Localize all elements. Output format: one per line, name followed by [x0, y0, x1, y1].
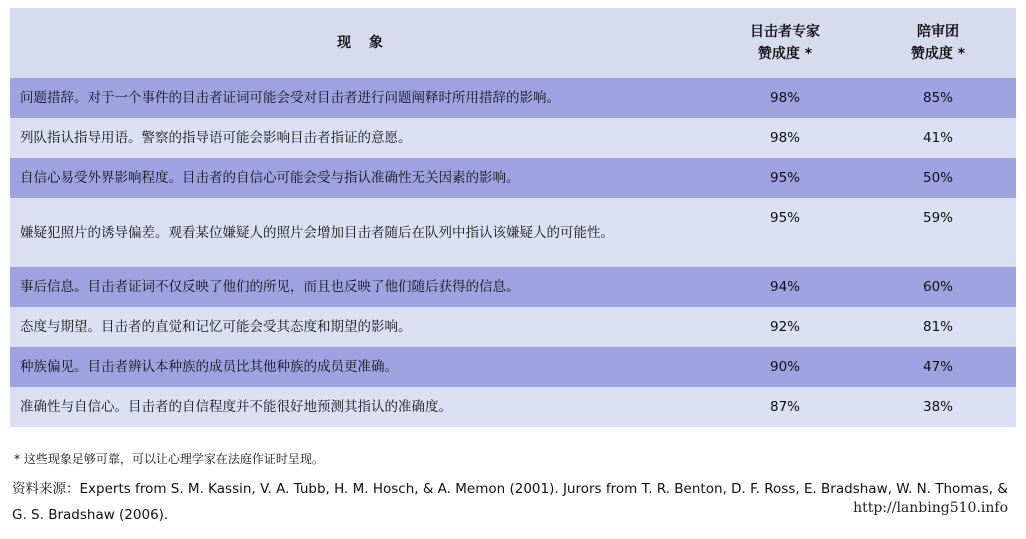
row-phenomenon	[10, 198, 710, 267]
phenomena-table-container	[10, 8, 1016, 427]
source-text: Experts from S. M. Kassin, V. A. Tubb, H. M. Hosch, & A. Memon (2001). Jurors from T. R. Benton, D. F. Ross, E. Bradshaw, W. N. Thomas, & G. S. Bradshaw (2006).	[12, 481, 1008, 523]
row-desc: 目击者的自信程度并不能很好地预测其指认的准确度。	[128, 399, 452, 415]
row-jurors-value: 38%	[860, 387, 1016, 427]
header-phenomenon: 现象	[10, 8, 710, 78]
row-jurors-value: 81%	[860, 307, 1016, 347]
source-label: 资料来源：	[12, 481, 80, 497]
header-experts-line1: 目击者专家	[750, 24, 820, 40]
row-experts-value: 98%	[710, 118, 860, 158]
table-row	[10, 267, 1016, 307]
row-term: 问题措辞。	[20, 90, 88, 106]
row-term: 列队指认指导用语。	[20, 130, 142, 146]
row-jurors-value: 85%	[860, 78, 1016, 118]
row-term: 态度与期望。	[20, 319, 101, 335]
row-phenomenon	[10, 347, 710, 387]
row-term: 事后信息。	[20, 279, 88, 295]
row-desc: 目击者的直觉和记忆可能会受其态度和期望的影响。	[101, 319, 412, 335]
row-phenomenon	[10, 387, 710, 427]
row-experts-value: 92%	[710, 307, 860, 347]
row-experts-value: 95%	[710, 158, 860, 198]
row-experts-value: 98%	[710, 78, 860, 118]
row-phenomenon	[10, 78, 710, 118]
phenomena-table	[10, 8, 1016, 427]
table-row	[10, 347, 1016, 387]
table-row	[10, 78, 1016, 118]
row-desc: 警察的指导语可能会影响目击者指证的意愿。	[141, 130, 412, 146]
row-experts-value: 90%	[710, 347, 860, 387]
table-row	[10, 118, 1016, 158]
row-phenomenon	[10, 267, 710, 307]
header-jurors-line1: 陪审团	[917, 24, 959, 40]
table-row	[10, 307, 1016, 347]
row-jurors-value: 41%	[860, 118, 1016, 158]
row-term: 准确性与自信心。	[20, 399, 128, 415]
table-header-row	[10, 8, 1016, 78]
row-desc: 目击者证词不仅反映了他们的所见，而且也反映了他们随后获得的信息。	[87, 279, 520, 295]
row-jurors-value: 59%	[860, 198, 1016, 267]
table-row	[10, 198, 1016, 267]
row-experts-value: 94%	[710, 267, 860, 307]
row-experts-value: 95%	[710, 198, 860, 267]
header-experts-line2: 赞成度 *	[757, 46, 813, 62]
row-term: 嫌疑犯照片的诱导偏差。	[20, 224, 169, 241]
row-phenomenon	[10, 158, 710, 198]
header-jurors	[860, 8, 1016, 78]
row-desc: 目击者辨认本种族的成员比其他种族的成员更准确。	[87, 359, 398, 375]
table-row	[10, 387, 1016, 427]
row-desc: 对于一个事件的目击者证词可能会受对目击者进行问题阐释时所用措辞的影响。	[87, 90, 560, 106]
footnote: * 这些现象足够可靠，可以让心理学家在法庭作证时呈现。	[14, 452, 324, 466]
row-desc: 目击者的自信心可能会受与指认准确性无关因素的影响。	[182, 170, 520, 186]
row-desc: 观看某位嫌疑人的照片会增加目击者随后在队列中指认该嫌疑人的可能性。	[168, 224, 614, 241]
row-jurors-value: 60%	[860, 267, 1016, 307]
row-jurors-value: 47%	[860, 347, 1016, 387]
row-term: 种族偏见。	[20, 359, 88, 375]
row-phenomenon	[10, 307, 710, 347]
row-term: 自信心易受外界影响程度。	[20, 170, 182, 186]
header-jurors-line2: 赞成度 *	[910, 46, 966, 62]
row-phenomenon	[10, 118, 710, 158]
row-jurors-value: 50%	[860, 158, 1016, 198]
table-row	[10, 158, 1016, 198]
row-experts-value: 87%	[710, 387, 860, 427]
watermark-url: http://lanbing510.info	[853, 500, 1008, 516]
header-experts	[710, 8, 860, 78]
